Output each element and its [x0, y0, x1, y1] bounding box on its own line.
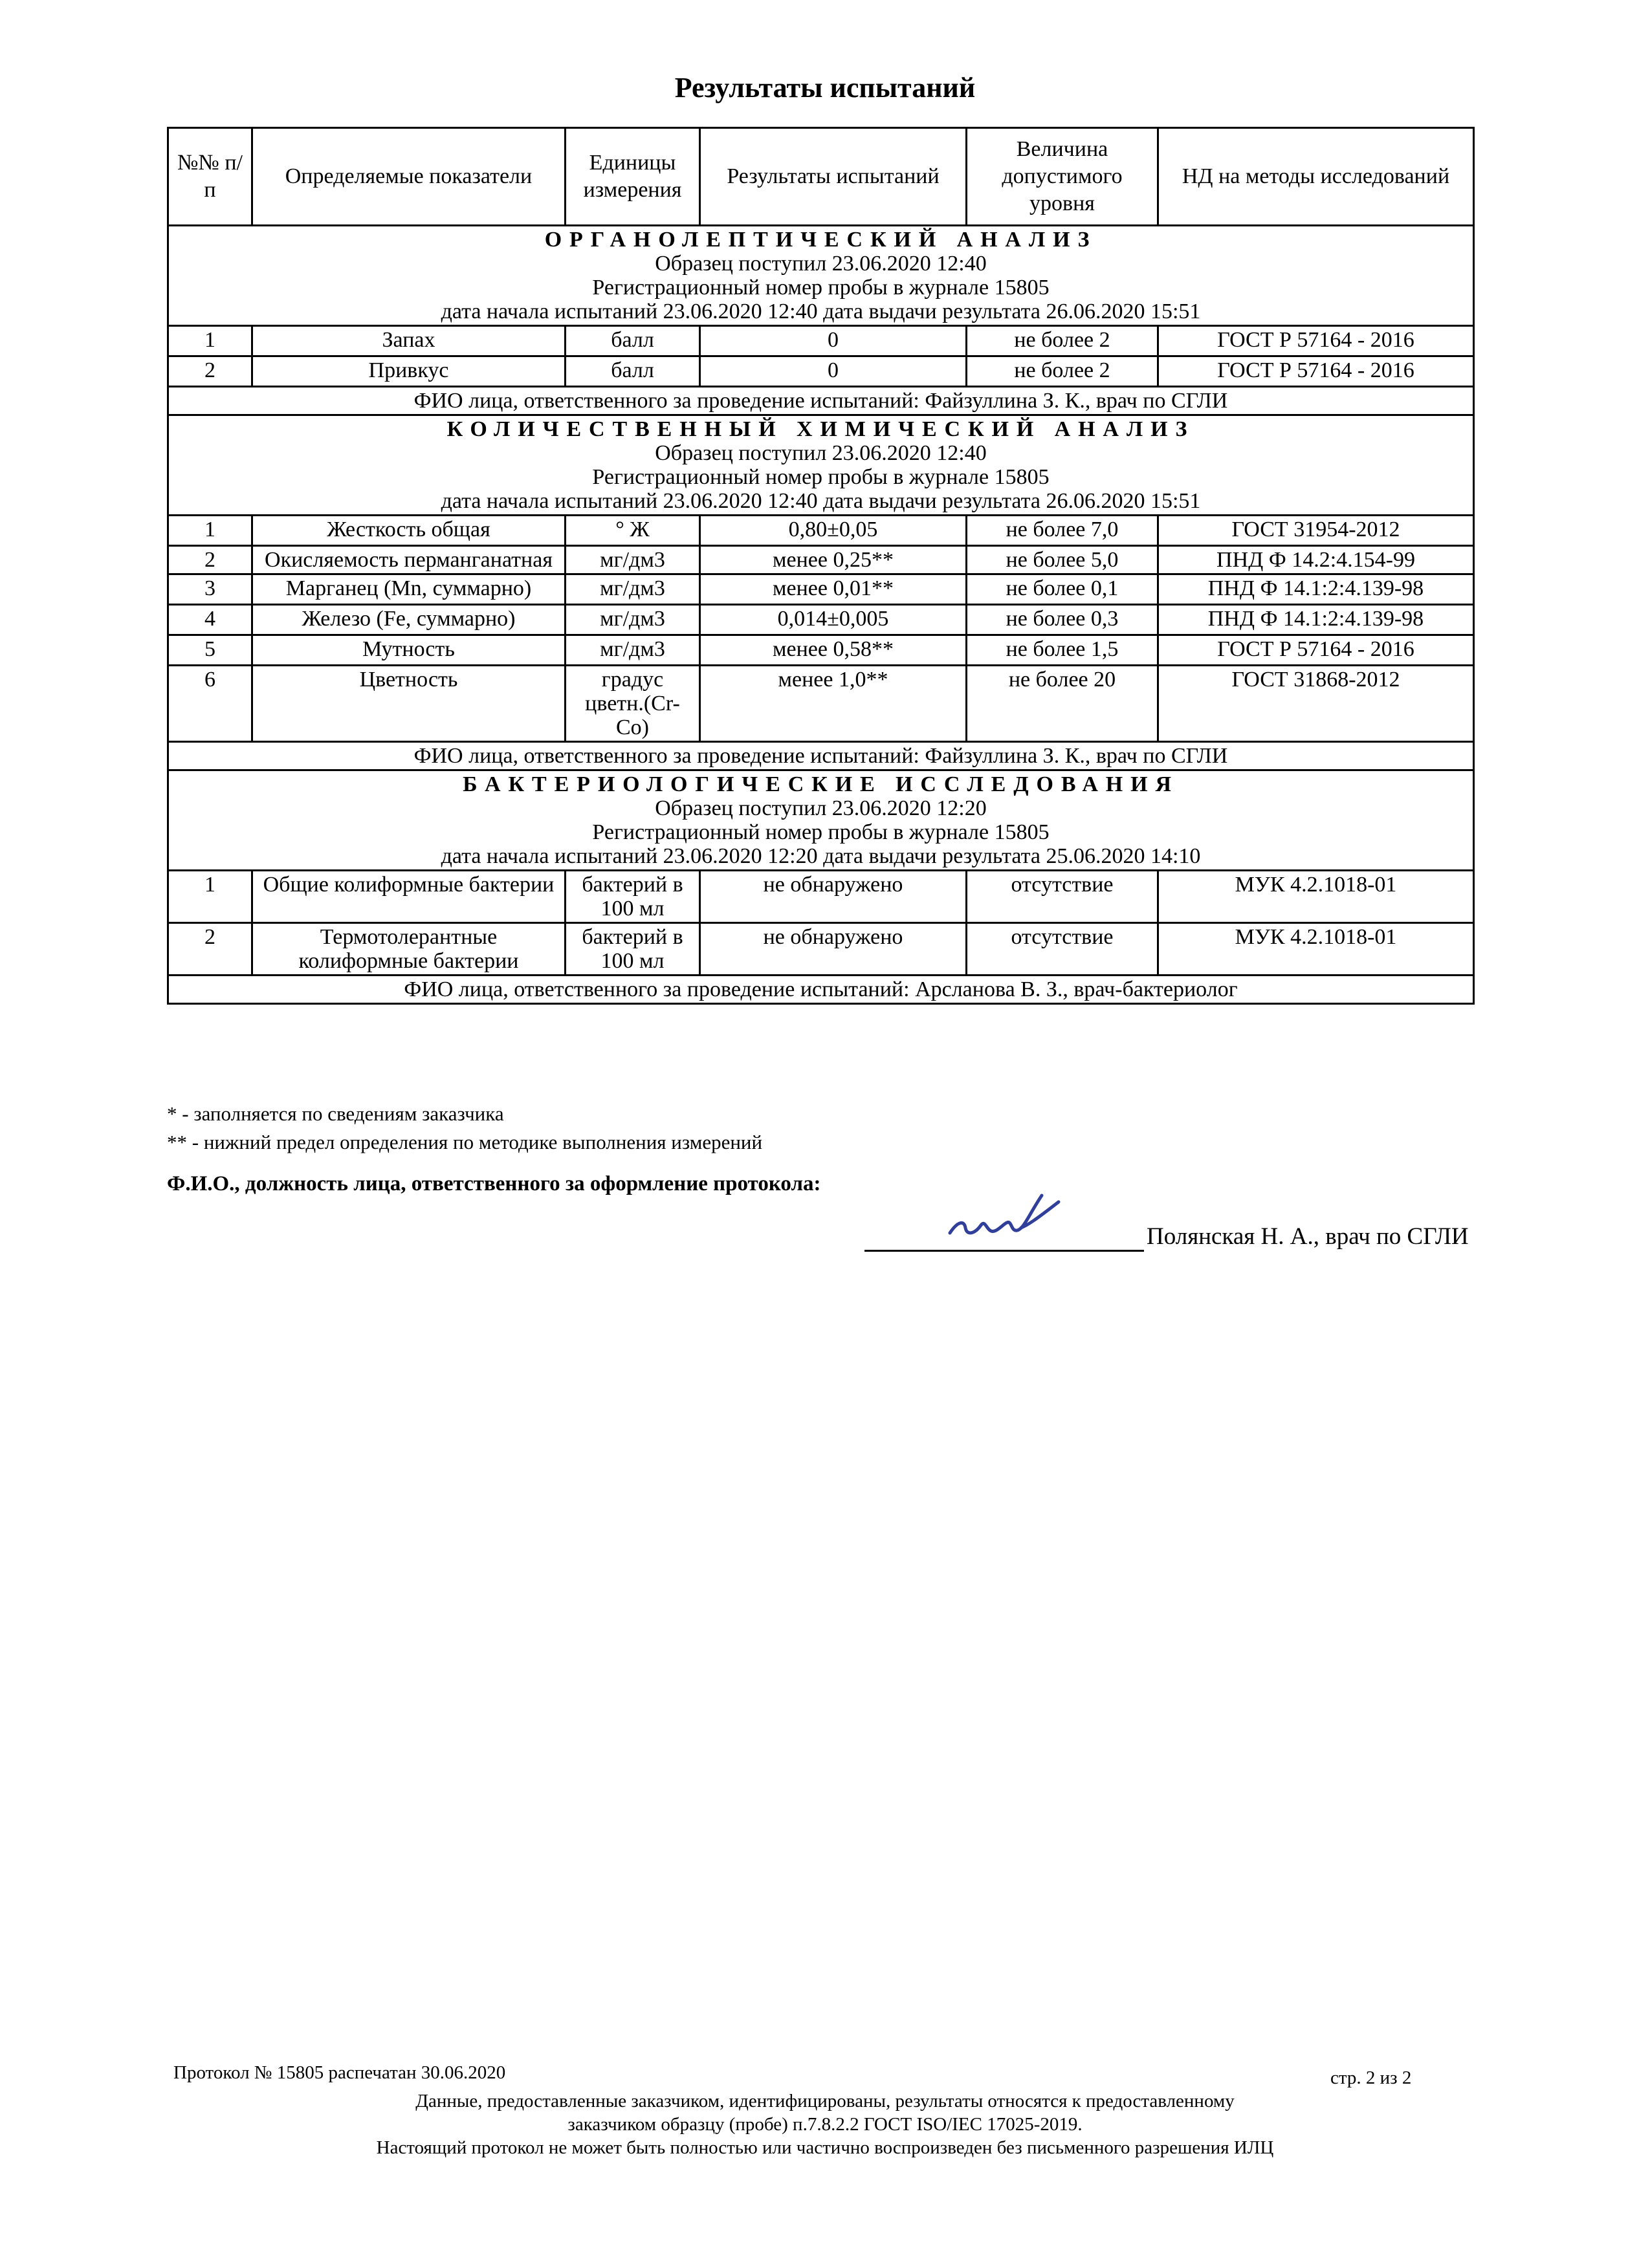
header-indicator: Определяемые показатели — [252, 128, 566, 226]
header-units: Единицы измерения — [566, 128, 700, 226]
row-result: 0 — [700, 326, 967, 356]
disclaimer-line-1: Данные, предоставленные заказчиком, идентифицированы, результаты относятся к предоставленному — [415, 2091, 1235, 2111]
row-unit: мг/дм3 — [566, 574, 700, 605]
row-result: менее 1,0** — [700, 666, 967, 742]
section-header-row — [168, 415, 1474, 516]
row-result: не обнаружено — [700, 871, 967, 923]
responsible-person: ФИО лица, ответственного за проведение испытаний: Файзуллина З. К., врач по СГЛИ — [168, 742, 1474, 770]
responsible-row — [168, 387, 1474, 415]
row-unit: мг/дм3 — [566, 605, 700, 635]
signer-name: Полянская Н. А., врач по СГЛИ — [1147, 1223, 1469, 1250]
section-chemical — [168, 415, 1474, 770]
table-row — [168, 635, 1474, 666]
footnote-customer: * - заполняется по сведениям заказчика — [167, 1102, 504, 1125]
table-row — [168, 871, 1474, 923]
protocol-print-info: Протокол № 15805 распечатан 30.06.2020 — [173, 2062, 506, 2083]
signature-mark — [945, 1183, 1068, 1257]
row-method: ПНД Ф 14.1:2:4.139-98 — [1158, 574, 1474, 605]
row-number: 6 — [168, 666, 252, 742]
footnotes — [167, 1100, 762, 1157]
section-title: БАКТЕРИОЛОГИЧЕСКИЕ ИССЛЕДОВАНИЯ — [463, 772, 1179, 796]
section-title: КОЛИЧЕСТВЕННЫЙ ХИМИЧЕСКИЙ АНАЛИЗ — [446, 417, 1195, 441]
row-number: 5 — [168, 635, 252, 666]
row-indicator: Жесткость общая — [252, 516, 566, 546]
test-dates: дата начала испытаний 23.06.2020 12:20 дата выдачи результата 25.06.2020 14:10 — [441, 844, 1201, 868]
row-result: менее 0,25** — [700, 546, 967, 574]
row-limit: не более 20 — [967, 666, 1158, 742]
signature-label: Ф.И.О., должность лица, ответственного за оформление протокола: — [167, 1172, 821, 1195]
row-number: 3 — [168, 574, 252, 605]
row-number: 2 — [168, 356, 252, 387]
row-unit: балл — [566, 326, 700, 356]
table-row — [168, 666, 1474, 742]
row-number: 1 — [168, 871, 252, 923]
row-limit: не более 1,5 — [967, 635, 1158, 666]
row-unit: мг/дм3 — [566, 635, 700, 666]
page-number: стр. 2 из 2 — [1330, 2067, 1412, 2088]
row-limit: не более 2 — [967, 326, 1158, 356]
results-table — [167, 127, 1475, 1005]
row-result: менее 0,01** — [700, 574, 967, 605]
row-method: ПНД Ф 14.1:2:4.139-98 — [1158, 605, 1474, 635]
row-indicator: Запах — [252, 326, 566, 356]
test-dates: дата начала испытаний 23.06.2020 12:40 дата выдачи результата 26.06.2020 15:51 — [441, 300, 1201, 323]
row-method: ПНД Ф 14.2:4.154-99 — [1158, 546, 1474, 574]
sample-received: Образец поступил 23.06.2020 12:40 — [655, 441, 987, 465]
header-results: Результаты испытаний — [700, 128, 967, 226]
row-indicator: Железо (Fe, суммарно) — [252, 605, 566, 635]
table-row — [168, 605, 1474, 635]
row-unit: балл — [566, 356, 700, 387]
page-title: Результаты испытаний — [674, 72, 976, 104]
row-limit: не более 5,0 — [967, 546, 1158, 574]
row-unit: ° Ж — [566, 516, 700, 546]
row-unit: мг/дм3 — [566, 546, 700, 574]
row-method: ГОСТ 31954-2012 — [1158, 516, 1474, 546]
row-limit: отсутствие — [967, 923, 1158, 976]
row-method: ГОСТ Р 57164 - 2016 — [1158, 635, 1474, 666]
row-unit: бактерий в 100 мл — [566, 923, 700, 976]
registration-number: Регистрационный номер пробы в журнале 15805 — [592, 465, 1050, 489]
row-method: ГОСТ Р 57164 - 2016 — [1158, 356, 1474, 387]
row-method: МУК 4.2.1018-01 — [1158, 871, 1474, 923]
section-header-row — [168, 770, 1474, 871]
disclaimer-line-2: заказчиком образцу (пробе) п.7.8.2.2 ГОСТ ISO/IEC 17025-2019. — [567, 2114, 1083, 2135]
table-row — [168, 326, 1474, 356]
responsible-row — [168, 742, 1474, 770]
responsible-row — [168, 976, 1474, 1004]
table-row — [168, 574, 1474, 605]
row-result: не обнаружено — [700, 923, 967, 976]
row-indicator: Мутность — [252, 635, 566, 666]
row-indicator: Привкус — [252, 356, 566, 387]
header-method: НД на методы исследований — [1158, 128, 1474, 226]
table-row — [168, 356, 1474, 387]
responsible-person: ФИО лица, ответственного за проведение испытаний: Файзуллина З. К., врач по СГЛИ — [168, 387, 1474, 415]
row-limit: не более 0,3 — [967, 605, 1158, 635]
row-method: МУК 4.2.1018-01 — [1158, 923, 1474, 976]
row-limit: не более 2 — [967, 356, 1158, 387]
table-row — [168, 516, 1474, 546]
row-number: 1 — [168, 326, 252, 356]
header-limit: Величина допустимого уровня — [967, 128, 1158, 226]
row-unit: градус цветн.(Cr-Co) — [566, 666, 700, 742]
responsible-person: ФИО лица, ответственного за проведение испытаний: Арсланова В. З., врач-бактериолог — [168, 976, 1474, 1004]
row-result: 0 — [700, 356, 967, 387]
header-number: №№ п/п — [168, 128, 252, 226]
table-row — [168, 923, 1474, 976]
registration-number: Регистрационный номер пробы в журнале 15805 — [592, 276, 1050, 300]
row-method: ГОСТ 31868-2012 — [1158, 666, 1474, 742]
section-title: ОРГАНОЛЕПТИЧЕСКИЙ АНАЛИЗ — [544, 228, 1097, 252]
section-bacteriological — [168, 770, 1474, 1004]
sample-received: Образец поступил 23.06.2020 12:20 — [655, 796, 987, 820]
row-indicator: Термотолерантные колиформные бактерии — [252, 923, 566, 976]
row-indicator: Общие колиформные бактерии — [252, 871, 566, 923]
row-method: ГОСТ Р 57164 - 2016 — [1158, 326, 1474, 356]
row-limit: отсутствие — [967, 871, 1158, 923]
section-header-row — [168, 226, 1474, 326]
row-number: 4 — [168, 605, 252, 635]
row-result: менее 0,58** — [700, 635, 967, 666]
row-number: 1 — [168, 516, 252, 546]
signature-line — [864, 1250, 1144, 1252]
row-number: 2 — [168, 546, 252, 574]
section-organoleptic — [168, 226, 1474, 415]
registration-number: Регистрационный номер пробы в журнале 15805 — [592, 820, 1050, 844]
row-result: 0,014±0,005 — [700, 605, 967, 635]
row-limit: не более 0,1 — [967, 574, 1158, 605]
row-limit: не более 7,0 — [967, 516, 1158, 546]
row-indicator: Окисляемость перманганатная — [252, 546, 566, 574]
table-header-row — [168, 128, 1474, 226]
footer-disclaimer — [0, 2089, 1650, 2159]
row-indicator: Цветность — [252, 666, 566, 742]
sample-received: Образец поступил 23.06.2020 12:40 — [655, 252, 987, 276]
row-indicator: Марганец (Mn, суммарно) — [252, 574, 566, 605]
disclaimer-line-3: Настоящий протокол не может быть полностью или частично воспроизведен без письменного разрешения ИЛЦ — [376, 2137, 1274, 2158]
footnote-detection-limit: ** - нижний предел определения по методике выполнения измерений — [167, 1131, 763, 1153]
row-number: 2 — [168, 923, 252, 976]
row-result: 0,80±0,05 — [700, 516, 967, 546]
table-row — [168, 546, 1474, 574]
test-dates: дата начала испытаний 23.06.2020 12:40 дата выдачи результата 26.06.2020 15:51 — [441, 489, 1201, 513]
row-unit: бактерий в 100 мл — [566, 871, 700, 923]
